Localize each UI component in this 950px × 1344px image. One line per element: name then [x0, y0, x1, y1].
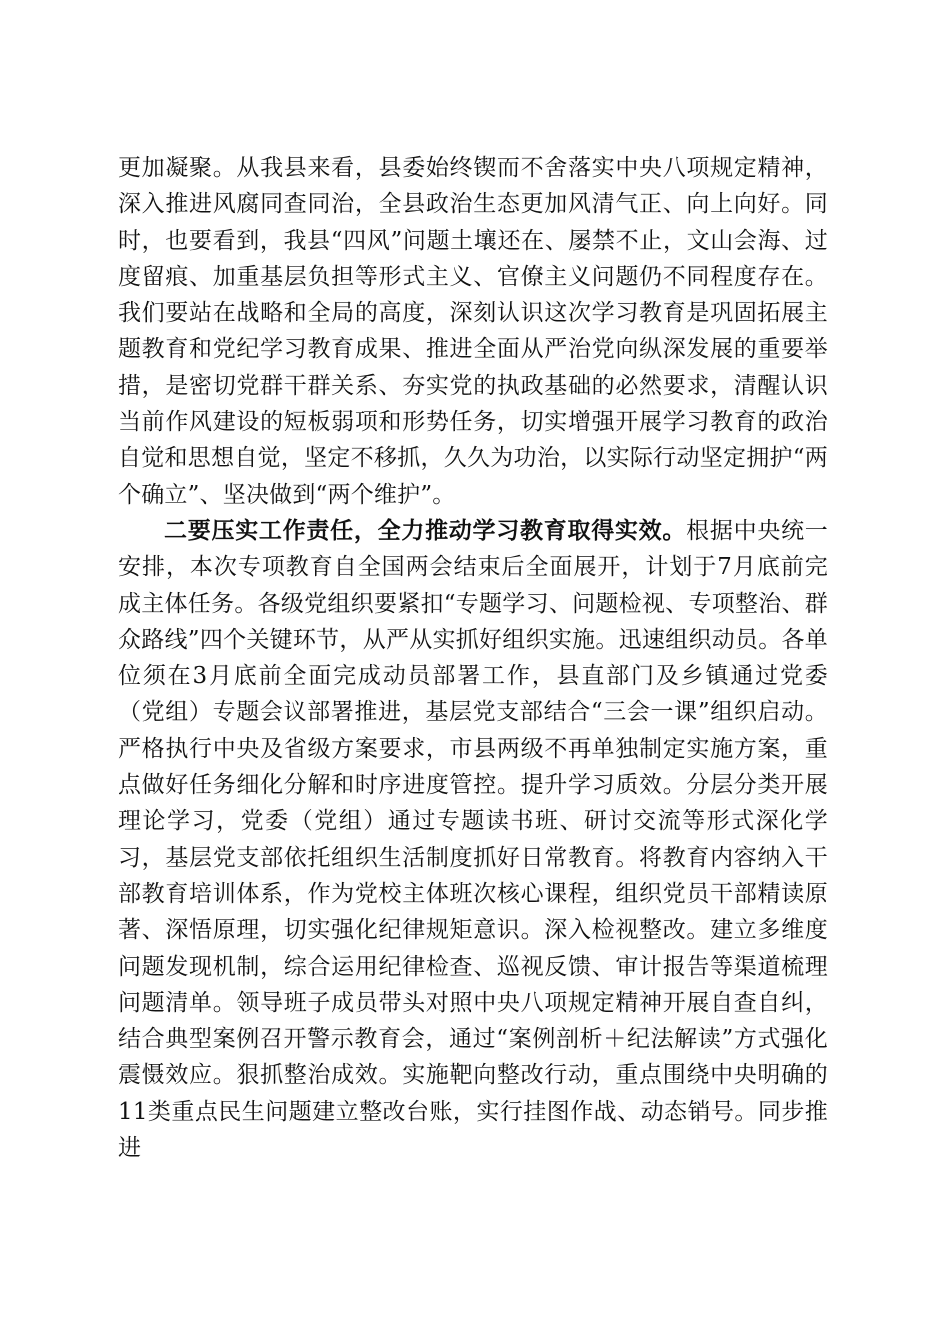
- section-body-two: 根据中央统一安排，本次专项教育自全国两会结束后全面展开，计划于7月底前完成主体任务。各级党组织要紧扣“专题学习、问题检视、专项整治、群众路线”四个关键环节，从严从实抓好组织实施。迅速组织动员。各单位须在3月底前全面完成动员部署工作，县直部门及乡镇通过党委（党组）专题会议部署推进，基层党支部结合“三会一课”组织启动。严格执行中央及省级方案要求，市县两级不再单独制定实施方案，重点做好任务细化分解和时序进度管控。提升学习质效。分层分类开展理论学习，党委（党组）通过专题读书班、研讨交流等形式深化学习，基层党支部依托组织生活制度抓好日常教育。将教育内容纳入干部教育培训体系，作为党校主体班次核心课程，组织党员干部精读原著、深悟原理，切实强化纪律规矩意识。深入检视整改。建立多维度问题发现机制，综合运用纪律检查、巡视反馈、审计报告等渠道梳理问题清单。领导班子成员带头对照中央八项规定精神开展自查自纠，结合典型案例召开警示教育会，通过“案例剖析＋纪法解读”方式强化震慑效应。狠抓整治成效。实施靶向整改行动，重点围绕中央明确的11类重点民生问题建立整改台账，实行挂图作战、动态销号。同步推进: [118, 517, 829, 1162]
- section-heading-two: 二要压实工作责任，全力推动学习教育取得实效。: [164, 516, 687, 544]
- paragraph-section-two: [118, 513, 828, 1166]
- paragraph-continuation: 更加凝聚。从我县来看，县委始终锲而不舍落实中央八项规定精神，深入推进风腐同查同治，全县政治生态更加风清气正、向上向好。同时，也要看到，我县“四风”问题土壤还在、屡禁不止，文山会海、过度留痕、加重基层负担等形式主义、官僚主义问题仍不同程度存在。我们要站在战略和全局的高度，深刻认识这次学习教育是巩固拓展主题教育和党纪学习教育成果、推进全面从严治党向纵深发展的重要举措，是密切党群干群关系、夯实党的执政基础的必然要求，清醒认识当前作风建设的短板弱项和形势任务，切实增强开展学习教育的政治自觉和思想自觉，坚定不移抓，久久为功治，以实际行动坚定拥护“两个确立”、坚决做到“两个维护”。: [118, 155, 828, 508]
- document-body: [118, 150, 828, 1166]
